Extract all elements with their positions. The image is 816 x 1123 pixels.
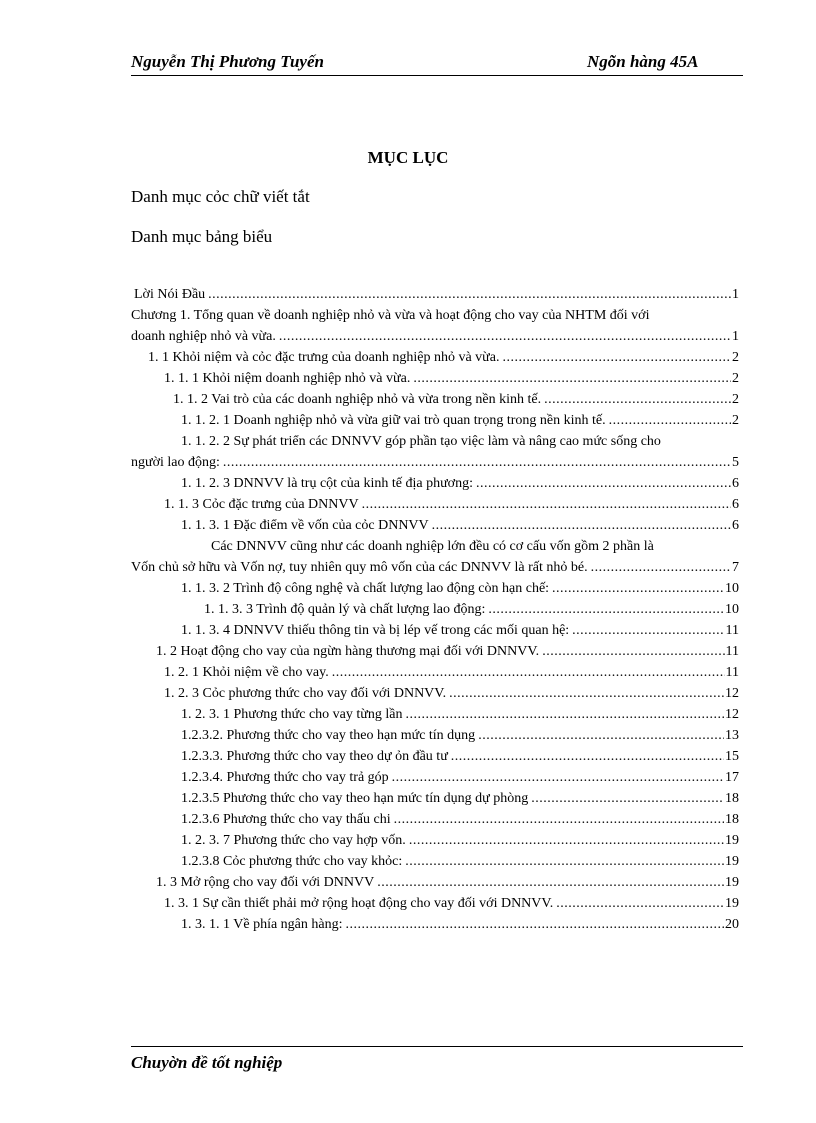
toc-entry-title: 1. 1. 3. 2 Trình độ công nghệ và chất lượng lao động còn hạn chế: [181, 581, 550, 596]
dot-leader [362, 494, 731, 515]
toc-entry[interactable] [131, 662, 739, 683]
toc-page-number: 5 [732, 455, 739, 470]
toc-entry-title: người lao động: [131, 455, 220, 470]
dot-leader [432, 515, 731, 536]
dot-leader [556, 893, 724, 914]
header-rule [131, 75, 743, 76]
toc-entry-title: 1. 1. 2. 3 DNNVV là trụ cột của kinh tế địa phương: [181, 476, 473, 491]
footer-rule [131, 1046, 743, 1047]
toc-entry-line: Các DNNVV cũng như các doanh nghiệp lớn đều có cơ cấu vốn gồm 2 phần là [211, 539, 654, 554]
dot-leader [544, 389, 731, 410]
dot-leader [394, 809, 724, 830]
toc-entry-title: doanh nghiệp nhỏ và vừa. [131, 329, 276, 344]
toc-entry[interactable] [131, 578, 739, 599]
toc-entry[interactable] [131, 704, 739, 725]
toc-entry[interactable] [131, 872, 739, 893]
toc-entry-title: 1. 1 Khỏi niệm và cỏc đặc trưng của doanh nghiệp nhỏ và vừa. [148, 350, 500, 365]
toc-entry[interactable] [131, 914, 739, 935]
toc-entry-title: 1. 1. 2. 1 Doanh nghiệp nhỏ và vừa giữ vai trò quan trọng trong nền kinh tế. [181, 413, 606, 428]
toc-entry-title: 1. 2 Hoạt động cho vay của ngừn hàng thương mại đối với DNNVV. [156, 644, 540, 659]
toc-entry-title: 1. 1. 1 Khỏi niệm doanh nghiệp nhỏ và vừa. [164, 371, 411, 386]
toc-entry[interactable] [131, 767, 739, 788]
toc-entry[interactable] [131, 494, 739, 515]
toc-entry[interactable] [131, 452, 739, 473]
dot-leader [502, 347, 731, 368]
toc-page-number: 18 [725, 812, 739, 827]
toc-entry-title: 1. 1. 3 Cỏc đặc trưng của DNNVV [164, 497, 359, 512]
toc-entry[interactable] [131, 725, 739, 746]
dot-leader [542, 641, 724, 662]
toc-entry[interactable] [131, 515, 739, 536]
toc-entry[interactable] [131, 809, 739, 830]
toc-page-number: 19 [725, 875, 739, 890]
toc-entry[interactable] [131, 599, 739, 620]
toc-page-number: 20 [725, 917, 739, 932]
toc-entry[interactable] [131, 746, 739, 767]
dot-leader [476, 473, 731, 494]
dot-leader [405, 704, 724, 725]
toc-entry-line: 1. 1. 2. 2 Sự phát triển các DNNVV góp phần tạo việc làm và nâng cao mức sống cho [181, 434, 661, 449]
toc-entry-title: 1.2.3.2. Phương thức cho vay theo hạn mức tín dụng [181, 728, 476, 743]
toc-entry-title: 1.2.3.3. Phương thức cho vay theo dự ỏn đầu tư [181, 749, 448, 764]
toc-entry[interactable] [131, 410, 739, 431]
dot-leader [449, 683, 724, 704]
toc-entry[interactable] [131, 893, 739, 914]
toc-page-number: 2 [732, 371, 739, 386]
dot-leader [531, 788, 724, 809]
toc-page-number: 17 [725, 770, 739, 785]
toc-page-number: 6 [732, 518, 739, 533]
toc-entry[interactable] [131, 557, 739, 578]
toc-entry-title: Lời Nói Đầu [134, 287, 206, 302]
toc-entry[interactable] [131, 788, 739, 809]
toc-page-number: 11 [725, 644, 739, 659]
toc-page-number: 13 [725, 728, 739, 743]
toc-page-number: 10 [725, 581, 739, 596]
toc-entry[interactable] [131, 641, 739, 662]
footer-text: Chuyờn đề tốt nghiệp [131, 1053, 283, 1072]
toc-entry[interactable] [131, 347, 739, 368]
heading-abbreviations: Danh mục cỏc chữ viết tắt [131, 187, 310, 206]
toc-entry[interactable] [131, 620, 739, 641]
dot-leader [478, 725, 724, 746]
toc-entry-title: 1. 2. 1 Khỏi niệm về cho vay. [164, 665, 329, 680]
toc-entry-title: 1. 3. 1 Sự cần thiết phải mở rộng hoạt động cho vay đối với DNNVV. [164, 896, 554, 911]
toc-page-number: 12 [725, 707, 739, 722]
page-header [131, 52, 743, 74]
heading-tables: Danh mục bảng biểu [131, 227, 273, 246]
dot-leader [279, 326, 731, 347]
toc-entry[interactable] [131, 326, 739, 347]
toc-page-number: 1 [732, 329, 739, 344]
toc-entry-title: 1.2.3.4. Phương thức cho vay trả góp [181, 770, 389, 785]
page-footer [131, 1046, 743, 1073]
dot-leader [609, 410, 731, 431]
toc-entry-title: 1. 1. 3. 3 Trình độ quản lý và chất lượng lao động: [204, 602, 486, 617]
toc-entry[interactable] [131, 389, 739, 410]
toc-page-number: 2 [732, 392, 739, 407]
dot-leader [332, 662, 725, 683]
toc-page-number: 10 [725, 602, 739, 617]
dot-leader [392, 767, 724, 788]
toc-page-number: 15 [725, 749, 739, 764]
dot-leader [208, 284, 731, 305]
dot-leader [552, 578, 724, 599]
toc-entry-title: 1.2.3.5 Phương thức cho vay theo hạn mức tín dụng dự phòng [181, 791, 529, 806]
toc-entry-title: 1. 1. 2 Vai trò của các doanh nghiệp nhỏ và vừa trong nền kinh tế. [173, 392, 542, 407]
toc-page-number: 19 [725, 833, 739, 848]
toc-entry-title: 1. 3 Mở rộng cho vay đối với DNNVV [156, 875, 375, 890]
toc-page-number: 2 [732, 350, 739, 365]
dot-leader [572, 620, 724, 641]
toc-entry[interactable] [131, 368, 739, 389]
toc-entry-title: Vốn chủ sở hữu và Vốn nợ, tuy nhiên quy mô vốn của các DNNVV là rất nhỏ bé. [131, 560, 588, 575]
toc-page-number: 2 [732, 413, 739, 428]
dot-leader [377, 872, 724, 893]
toc-entry-title: 1. 3. 1. 1 Về phía ngân hàng: [181, 917, 343, 932]
toc-entry-line: Chương 1. Tổng quan về doanh nghiệp nhỏ và vừa và hoạt động cho vay của NHTM đối với [131, 308, 650, 323]
toc-entry-title: 1. 2. 3. 1 Phương thức cho vay từng lần [181, 707, 403, 722]
toc-entry-title: 1. 2. 3. 7 Phương thức cho vay hợp vốn. [181, 833, 406, 848]
author-name: Nguyễn Thị Phương Tuyến [131, 52, 324, 71]
toc-page-number: 6 [732, 497, 739, 512]
dot-leader [409, 830, 724, 851]
toc-page-number: 18 [725, 791, 739, 806]
toc-entry[interactable] [131, 473, 739, 494]
toc-page-number: 7 [732, 560, 739, 575]
dot-leader [591, 557, 731, 578]
dot-leader [405, 851, 724, 872]
table-of-contents [131, 284, 739, 935]
toc-entry-title: 1. 2. 3 Cỏc phương thức cho vay đối với DNNVV. [164, 686, 447, 701]
dot-leader [451, 746, 724, 767]
toc-page-number: 6 [732, 476, 739, 491]
page-title: MỤC LỤC [367, 148, 449, 167]
toc-entry-title: 1. 1. 3. 4 DNNVV thiếu thông tin và bị lép vế trong các mối quan hệ: [181, 623, 570, 638]
toc-page-number: 11 [725, 665, 739, 680]
dot-leader [346, 914, 725, 935]
class-name: Ngõn hàng 45A [587, 52, 699, 71]
toc-entry-title: 1.2.3.6 Phương thức cho vay thấu chi [181, 812, 391, 827]
toc-page-number: 1 [732, 287, 739, 302]
toc-entry-title: 1.2.3.8 Cỏc phương thức cho vay khỏc: [181, 854, 403, 869]
toc-page-number: 19 [725, 854, 739, 869]
toc-page-number: 11 [725, 623, 739, 638]
dot-leader [488, 599, 724, 620]
toc-entry[interactable] [131, 683, 739, 704]
toc-page-number: 12 [725, 686, 739, 701]
toc-entry[interactable] [131, 830, 739, 851]
toc-entry[interactable] [131, 851, 739, 872]
toc-entry[interactable] [131, 284, 739, 305]
toc-page-number: 19 [725, 896, 739, 911]
dot-leader [413, 368, 731, 389]
toc-entry-title: 1. 1. 3. 1 Đặc điểm về vốn của cỏc DNNVV [181, 518, 429, 533]
dot-leader [223, 452, 731, 473]
